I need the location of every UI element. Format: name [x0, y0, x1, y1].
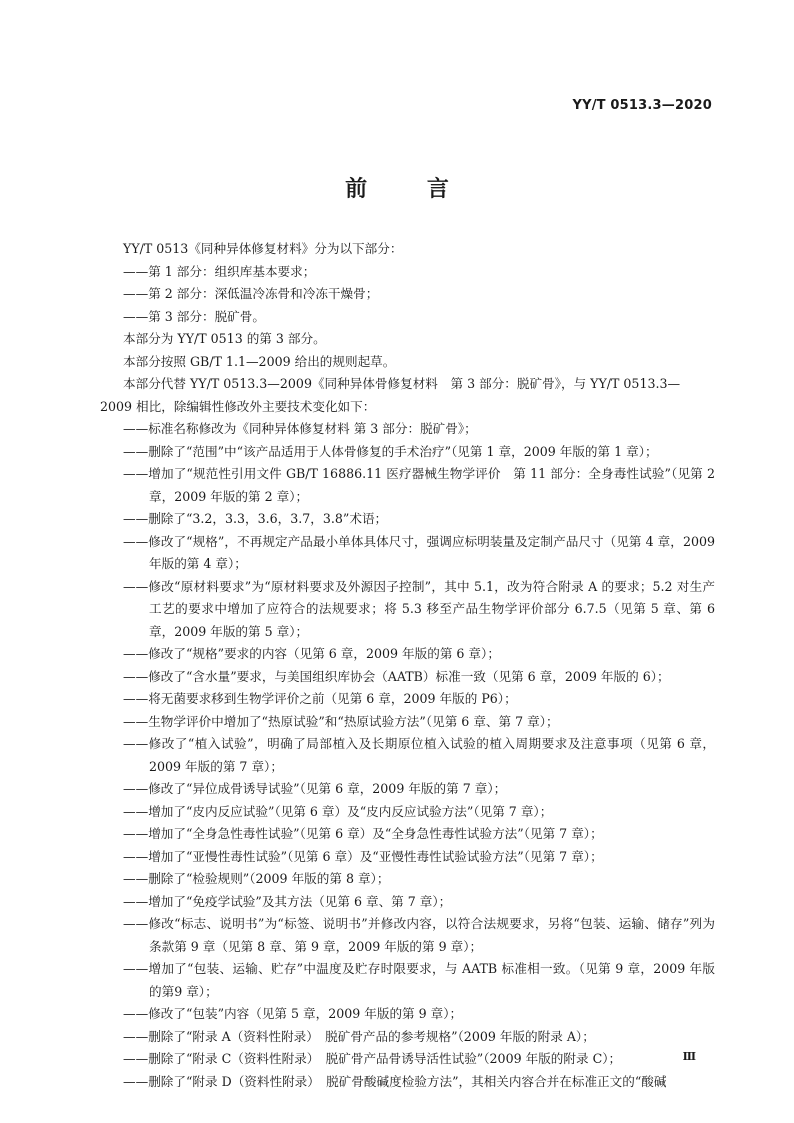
change-item-text: ——修改了“异位成骨诱导试验”（见第 6 章，2009 年版的第 7 章）；	[123, 781, 507, 796]
replace-para-line2: 2009 相比，除编辑性修改外主要技术变化如下：	[100, 398, 376, 414]
change-item-text: ——将无菌要求移到生物学评价之前（见第 6 章，2009 年版的 P6）；	[123, 691, 517, 706]
change-item	[100, 1048, 715, 1071]
change-item	[100, 576, 715, 644]
change-item-text: ——生物学评价中增加了“热原试验”和“热原试验方法”（见第 6 章、第 7 章）；	[123, 713, 559, 729]
change-item	[100, 1071, 715, 1094]
page-number: Ⅲ	[682, 1050, 696, 1063]
change-item-text: ——删除了“检验规则”（2009 年版的第 8 章）；	[123, 871, 390, 886]
change-item-text: ——增加了“亚慢性毒性试验”（见第 6 章）及“亚慢性毒性试验试验方法”（见第 7 章）；	[123, 848, 603, 864]
change-item-text: ——标准名称修改为《同种异体修复材料 第 3 部分：脱矿骨》；	[123, 421, 477, 436]
document-body	[100, 238, 715, 1093]
change-item	[100, 666, 715, 689]
intro-line: 本部分按照 GB/T 1.1—2009 给出的规则起草。	[123, 353, 396, 369]
change-item	[100, 1003, 715, 1026]
change-item	[100, 441, 715, 464]
change-item-text: ——删除了“附录 A（资料性附录） 脱矿骨产品的参考规格”（2009 年版的附录 A）；	[123, 1028, 595, 1044]
change-item-text: ——修改了“规格”要求的内容（见第 6 章，2009 年版的第 6 章）；	[123, 646, 500, 661]
change-item-text: ——增加了“包装、运输、贮存”中温度及贮存时限要求，与 AATB 标准相一致。（见第 9 章，2009 年版的第9 章）；	[123, 961, 715, 999]
change-item-text: ——修改了“植入试验”，明确了局部植入及长期原位植入试验的植入周期要求及注意事项（见第 6 章，2009 年版的第 7 章）；	[123, 736, 715, 774]
change-item	[100, 913, 715, 958]
change-item-text: ——修改了“含水量”要求，与美国组织库协会（AATB）标准一致（见第 6 章，2009 年版的 6）；	[123, 668, 670, 684]
change-item	[100, 463, 715, 508]
replace-para-line1: 本部分代替 YY/T 0513.3—2009《同种异体骨修复材料 第 3 部分：脱矿骨》，与 YY/T 0513.3—	[123, 376, 681, 391]
change-item	[100, 508, 715, 531]
change-item	[100, 643, 715, 666]
intro-line: ——第 1 部分：组织库基本要求；	[123, 263, 316, 279]
change-item	[100, 688, 715, 711]
change-item	[100, 891, 715, 914]
change-item-text: ——增加了“皮内反应试验”（见第 6 章）及“皮内反应试验方法”（见第 7 章）；	[123, 803, 553, 819]
change-item-text: ——修改“原材料要求”为“原材料要求及外源因子控制”，其中 5.1，改为符合附录 A 的要求；5.2 对生产工艺的要求中增加了应符合的法规要求；将 5.3 移至产品生物学评价部分 6.7.5（见第 5 章、第 6 章，2009 年版的第 5 章）；	[123, 578, 715, 639]
change-item	[100, 1026, 715, 1049]
change-item	[100, 958, 715, 1003]
change-item	[100, 801, 715, 824]
change-item	[100, 418, 715, 441]
change-item	[100, 868, 715, 891]
change-item-text: ——增加了“全身急性毒性试验”（见第 6 章）及“全身急性毒性试验方法”（见第 7 章）；	[123, 826, 603, 841]
changes-list	[100, 418, 715, 1093]
intro-line: YY/T 0513《同种异体修复材料》分为以下部分：	[123, 241, 403, 256]
change-item-text: ——增加了“规范性引用文件 GB/T 16886.11 医疗器械生物学评价 第 11 部分：全身毒性试验”（见第 2 章，2009 年版的第 2 章）；	[123, 466, 715, 504]
change-item-text: ——修改了“规格”，不再规定产品最小单体具体尺寸，强调应标明装量及定制产品尺寸（见第 4 章，2009 年版的第 4 章）；	[123, 533, 715, 571]
change-item-text: ——修改了“包装”内容（见第 5 章，2009 年版的第 9 章）；	[123, 1006, 463, 1021]
change-item-text: ——删除了“附录 C（资料性附录） 脱矿骨产品骨诱导活性试验”（2009 年版的附录 C）；	[123, 1051, 622, 1066]
change-item-text: ——删除了“附录 D（资料性附录） 脱矿骨酸碱度检验方法”，其相关内容合并在标准正文的“酸碱	[123, 1073, 667, 1089]
change-item-text: ——删除了“范围”中“该产品适用于人体骨修复的手术治疗”（见第 1 章，2009 年版的第 1 章）；	[123, 443, 658, 459]
change-item	[100, 778, 715, 801]
change-item	[100, 531, 715, 576]
change-item-text: ——删除了“3.2，3.3，3.6，3.7，3.8”术语；	[123, 511, 388, 526]
intro-line: ——第 2 部分：深低温冷冻骨和冷冻干燥骨；	[123, 286, 379, 301]
change-item	[100, 711, 715, 734]
standard-code: YY/T 0513.3—2020	[572, 98, 712, 113]
change-item-text: ——增加了“免疫学试验”及其方法（见第 6 章、第 7 章）；	[123, 893, 452, 909]
change-item	[100, 823, 715, 846]
intro-line: 本部分为 YY/T 0513 的第 3 部分。	[123, 331, 326, 346]
change-item-text: ——修改“标志、说明书”为“标签、说明书”并修改内容，以符合法规要求，另将“包装、运输、储存”列为条款第 9 章（见第 8 章、第 9 章，2009 年版的第 9 章）；	[123, 916, 715, 954]
change-item	[100, 846, 715, 869]
intro-line: ——第 3 部分：脱矿骨。	[123, 308, 265, 324]
change-item	[100, 733, 715, 778]
page-title: 前 言	[345, 177, 475, 202]
